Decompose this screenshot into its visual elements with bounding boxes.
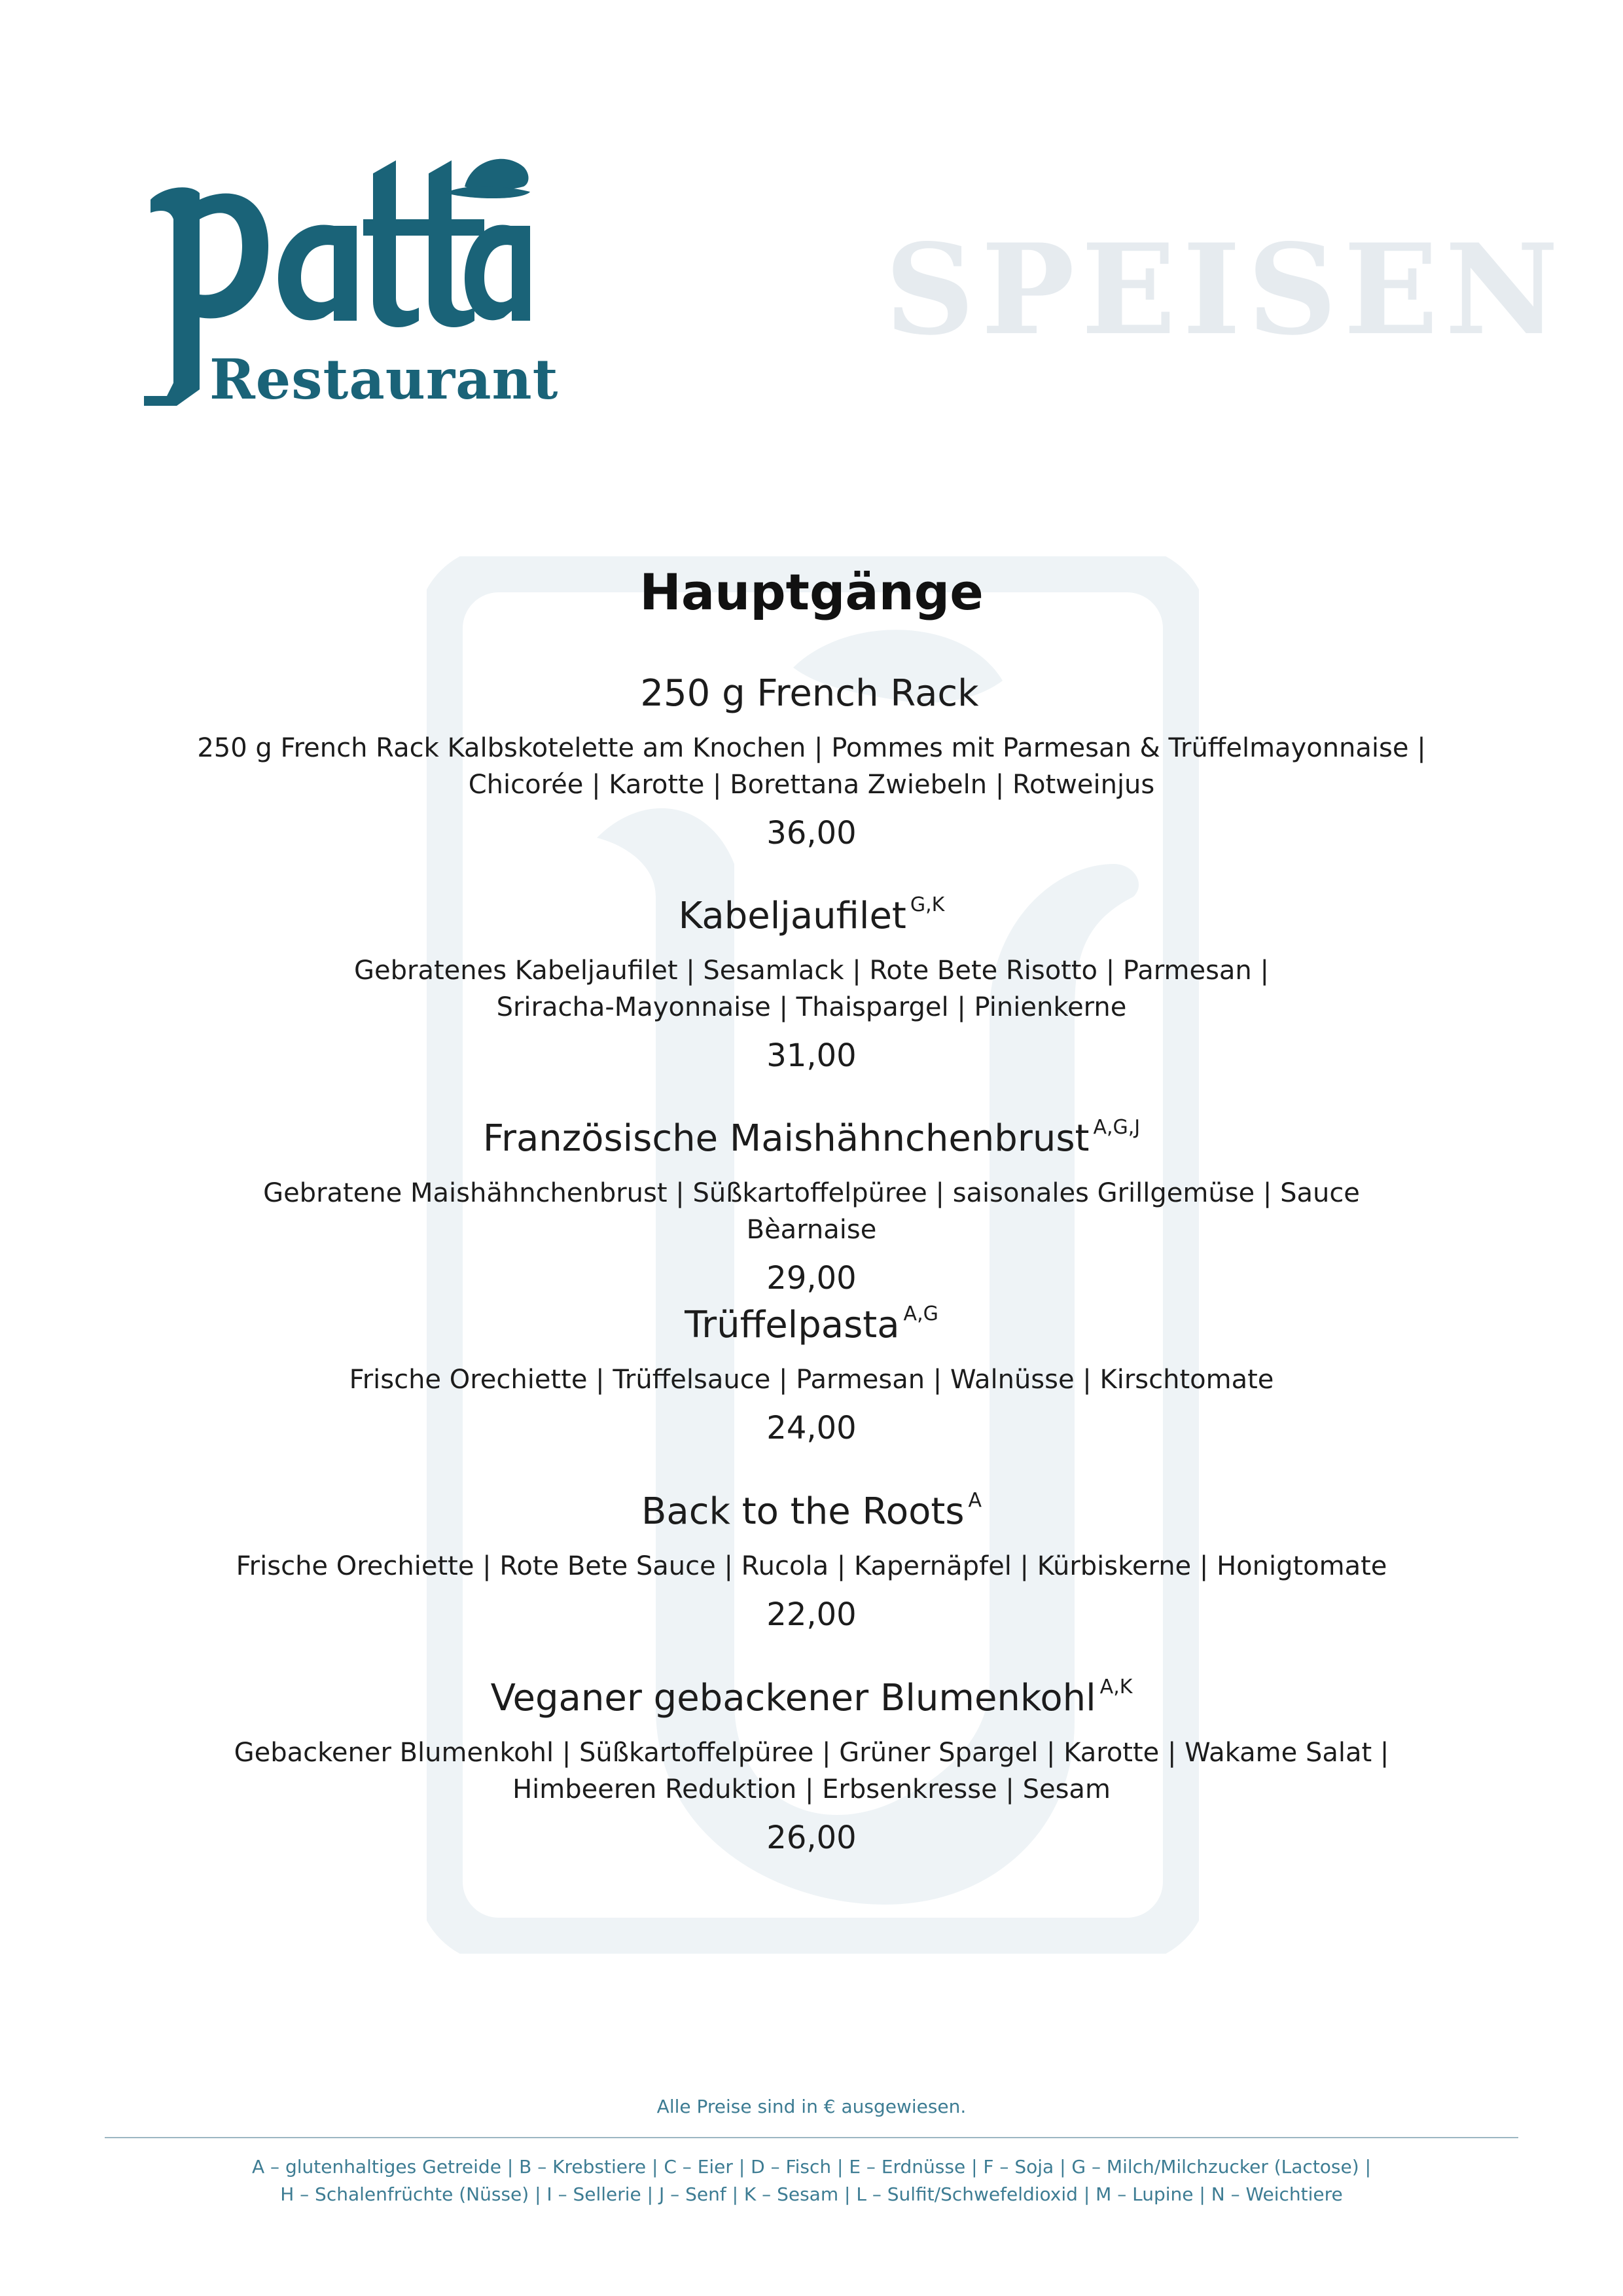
dish-name: Trüffelpasta $^{A,G}$ (685, 1302, 938, 1346)
price-note: Alle Preise sind in € ausgewiesen. (656, 2096, 967, 2117)
dish-price: 24,00 (766, 1410, 857, 1447)
dish-name: Französische Maishähnchenbrust $^{A,G,J}$ (482, 1116, 1141, 1160)
dish-price: 29,00 (766, 1260, 857, 1297)
menu-item (196, 1302, 1427, 1446)
dish-price: 22,00 (766, 1596, 857, 1634)
dish-name: Kabeljaufilet $^{G,K}$ (678, 893, 945, 937)
dish-description: Gebratene Maishähnchenbrust | Süßkartoffelpüree | saisonales Grillgemüse | Sauce Bèarnaise (263, 1178, 1360, 1246)
menu-item (196, 671, 1427, 852)
menu-item (196, 1489, 1427, 1633)
logo-subtitle: Restaurant (209, 347, 559, 412)
dish-description: 250 g French Rack Kalbskotelette am Knochen | Pommes mit Parmesan & Trüffelmayonnaise | Chicorée | Karotte | Borettana Zwiebeln | Rotweinjus (197, 733, 1426, 800)
menu-item (196, 1116, 1427, 1297)
dish-description: Gebratenes Kabeljaufilet | Sesamlack | Rote Bete Risotto | Parmesan | Sriracha-Mayonnaise | Thaispargel | Pinienkerne (354, 956, 1269, 1023)
allergen-legend-line: H – Schalenfrüchte (Nüsse) | I – Sellerie | J – Senf | K – Sesam | L – Sulfit/Schwefeldioxid | M – Lupine | N – Weichtiere (280, 2183, 1343, 2205)
dish-description: Gebackener Blumenkohl | Süßkartoffelpüree | Grüner Spargel | Karotte | Wakame Salat | Himbeeren Reduktion | Erbsenkresse | Sesam (234, 1738, 1389, 1805)
dish-description: Frische Orechiette | Rote Bete Sauce | Rucola | Kapernäpfel | Kürbiskerne | Honigtomate (236, 1551, 1387, 1582)
restaurant-logo (137, 147, 559, 416)
section-title: Hauptgänge (639, 563, 984, 621)
dish-name: Back to the Roots $^A$ (641, 1489, 982, 1533)
page-heading: SPEISEN (885, 217, 1565, 363)
dish-description: Frische Orechiette | Trüffelsauce | Parmesan | Walnüsse | Kirschtomate (349, 1365, 1274, 1395)
dish-price: 31,00 (766, 1037, 857, 1075)
allergen-legend-line: A – glutenhaltiges Getreide | B – Krebstiere | C – Eier | D – Fisch | E – Erdnüsse | F – Soja | G – Milch/Milchzucker (Lactose) | (251, 2156, 1372, 2178)
menu-item (196, 893, 1427, 1074)
footer-divider (105, 2137, 1518, 2138)
dish-name: 250 g French Rack (640, 672, 979, 715)
dish-price: 36,00 (766, 815, 857, 852)
allergen-legend (0, 2153, 1623, 2208)
dish-name: Veganer gebackener Blumenkohl $^{A,K}$ (490, 1676, 1133, 1719)
menu-item (196, 1676, 1427, 1856)
dish-price: 26,00 (766, 1820, 857, 1857)
